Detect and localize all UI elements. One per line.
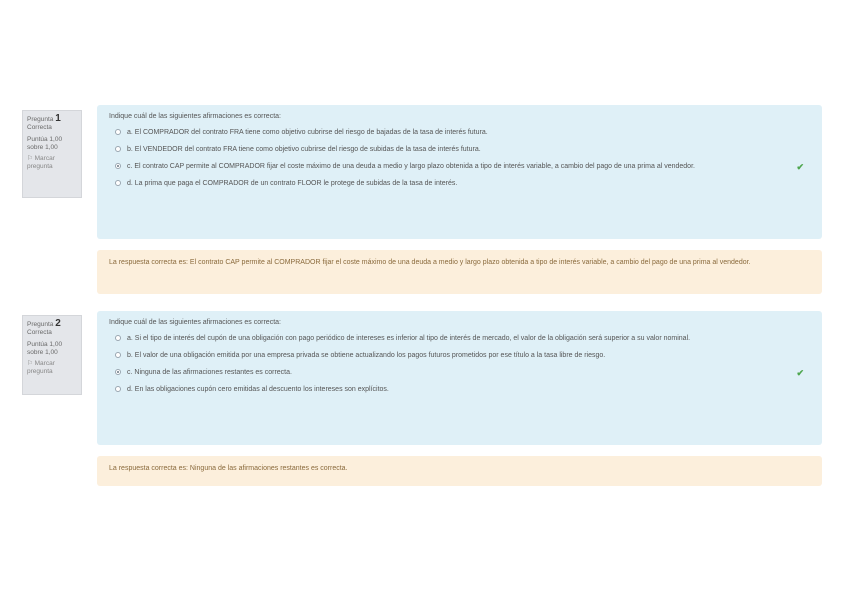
radio-button-selected[interactable] [115,369,121,375]
question-number [27,115,77,124]
flag-question-label: Marcar pregunta [27,155,55,170]
question-state: Correcta [27,124,52,131]
question-info-1 [22,110,82,198]
question-state: Correcta [27,329,52,336]
flag-question-link[interactable] [27,360,77,376]
flag-icon: ⚐ [27,360,33,367]
answer-option-d[interactable] [115,385,810,395]
question-box-2 [97,311,822,445]
radio-button[interactable] [115,386,121,392]
answer-option-c[interactable] [115,368,810,378]
question-prompt: Indique cuál de las siguientes afirmaciones es correcta: [109,319,281,326]
question-number-value: 2 [55,318,61,329]
question-label: Pregunta [27,116,54,123]
radio-button-selected[interactable] [115,163,121,169]
question-number-value: 1 [55,113,61,124]
flag-question-link[interactable] [27,155,77,171]
question-number [27,320,77,329]
answer-option-a[interactable] [115,334,810,344]
flag-icon: ⚐ [27,155,33,162]
radio-button[interactable] [115,146,121,152]
answer-option-b[interactable] [115,351,810,361]
correct-check-icon: ✔ [796,162,804,172]
question-score: Puntúa 1,00 sobre 1,00 [27,341,63,356]
radio-button[interactable] [115,352,121,358]
answer-text: a. El COMPRADOR del contrato FRA tiene como objetivo cubrirse del riesgo de bajadas de la tasa de interés futura. [127,129,488,136]
answer-text: b. El valor de una obligación emitida por una empresa privada se obtiene actualizando los pagos futuros prometidos por ese título a la tasa libre de riesgo. [127,352,606,359]
answer-option-a[interactable] [115,128,810,138]
correct-check-icon: ✔ [796,368,804,378]
answer-text: a. Si el tipo de interés del cupón de una obligación con pago periódico de intereses es inferior al tipo de interés de mercado, el valor de la obligación será superior a su valor nominal. [127,335,691,342]
answer-option-c[interactable] [115,162,810,172]
answer-option-d[interactable] [115,179,810,189]
answer-text: d. La prima que paga el COMPRADOR de un contrato FLOOR le protege de subidas de la tasa de interés. [127,180,458,187]
question-label: Pregunta [27,321,54,328]
flag-question-label: Marcar pregunta [27,360,55,375]
question-prompt: Indique cuál de las siguientes afirmaciones es correcta: [109,113,281,120]
answer-text: b. El VENDEDOR del contrato FRA tiene como objetivo cubrirse del riesgo de subidas de la tasa de interés futura. [127,146,481,153]
question-info-2 [22,315,82,395]
answer-text: c. Ninguna de las afirmaciones restantes es correcta. [127,369,292,376]
correct-answer-feedback-2: La respuesta correcta es: Ninguna de las afirmaciones restantes es correcta. [97,456,822,486]
question-box-1 [97,105,822,239]
answer-option-b[interactable] [115,145,810,155]
correct-answer-feedback-1: La respuesta correcta es: El contrato CAP permite al COMPRADOR fijar el coste máximo de una deuda a medio y largo plazo obtenida a tipo de interés variable, a cambio del pago de una prima al vendedor. [97,250,822,294]
answer-text: d. En las obligaciones cupón cero emitidas al descuento los intereses son explícitos. [127,386,389,393]
question-score: Puntúa 1,00 sobre 1,00 [27,136,63,151]
radio-button[interactable] [115,335,121,341]
radio-button[interactable] [115,129,121,135]
answer-text: c. El contrato CAP permite al COMPRADOR fijar el coste máximo de una deuda a medio y largo plazo obtenida a tipo de interés variable, a cambio del pago de una prima al vendedor. [127,163,695,170]
radio-button[interactable] [115,180,121,186]
